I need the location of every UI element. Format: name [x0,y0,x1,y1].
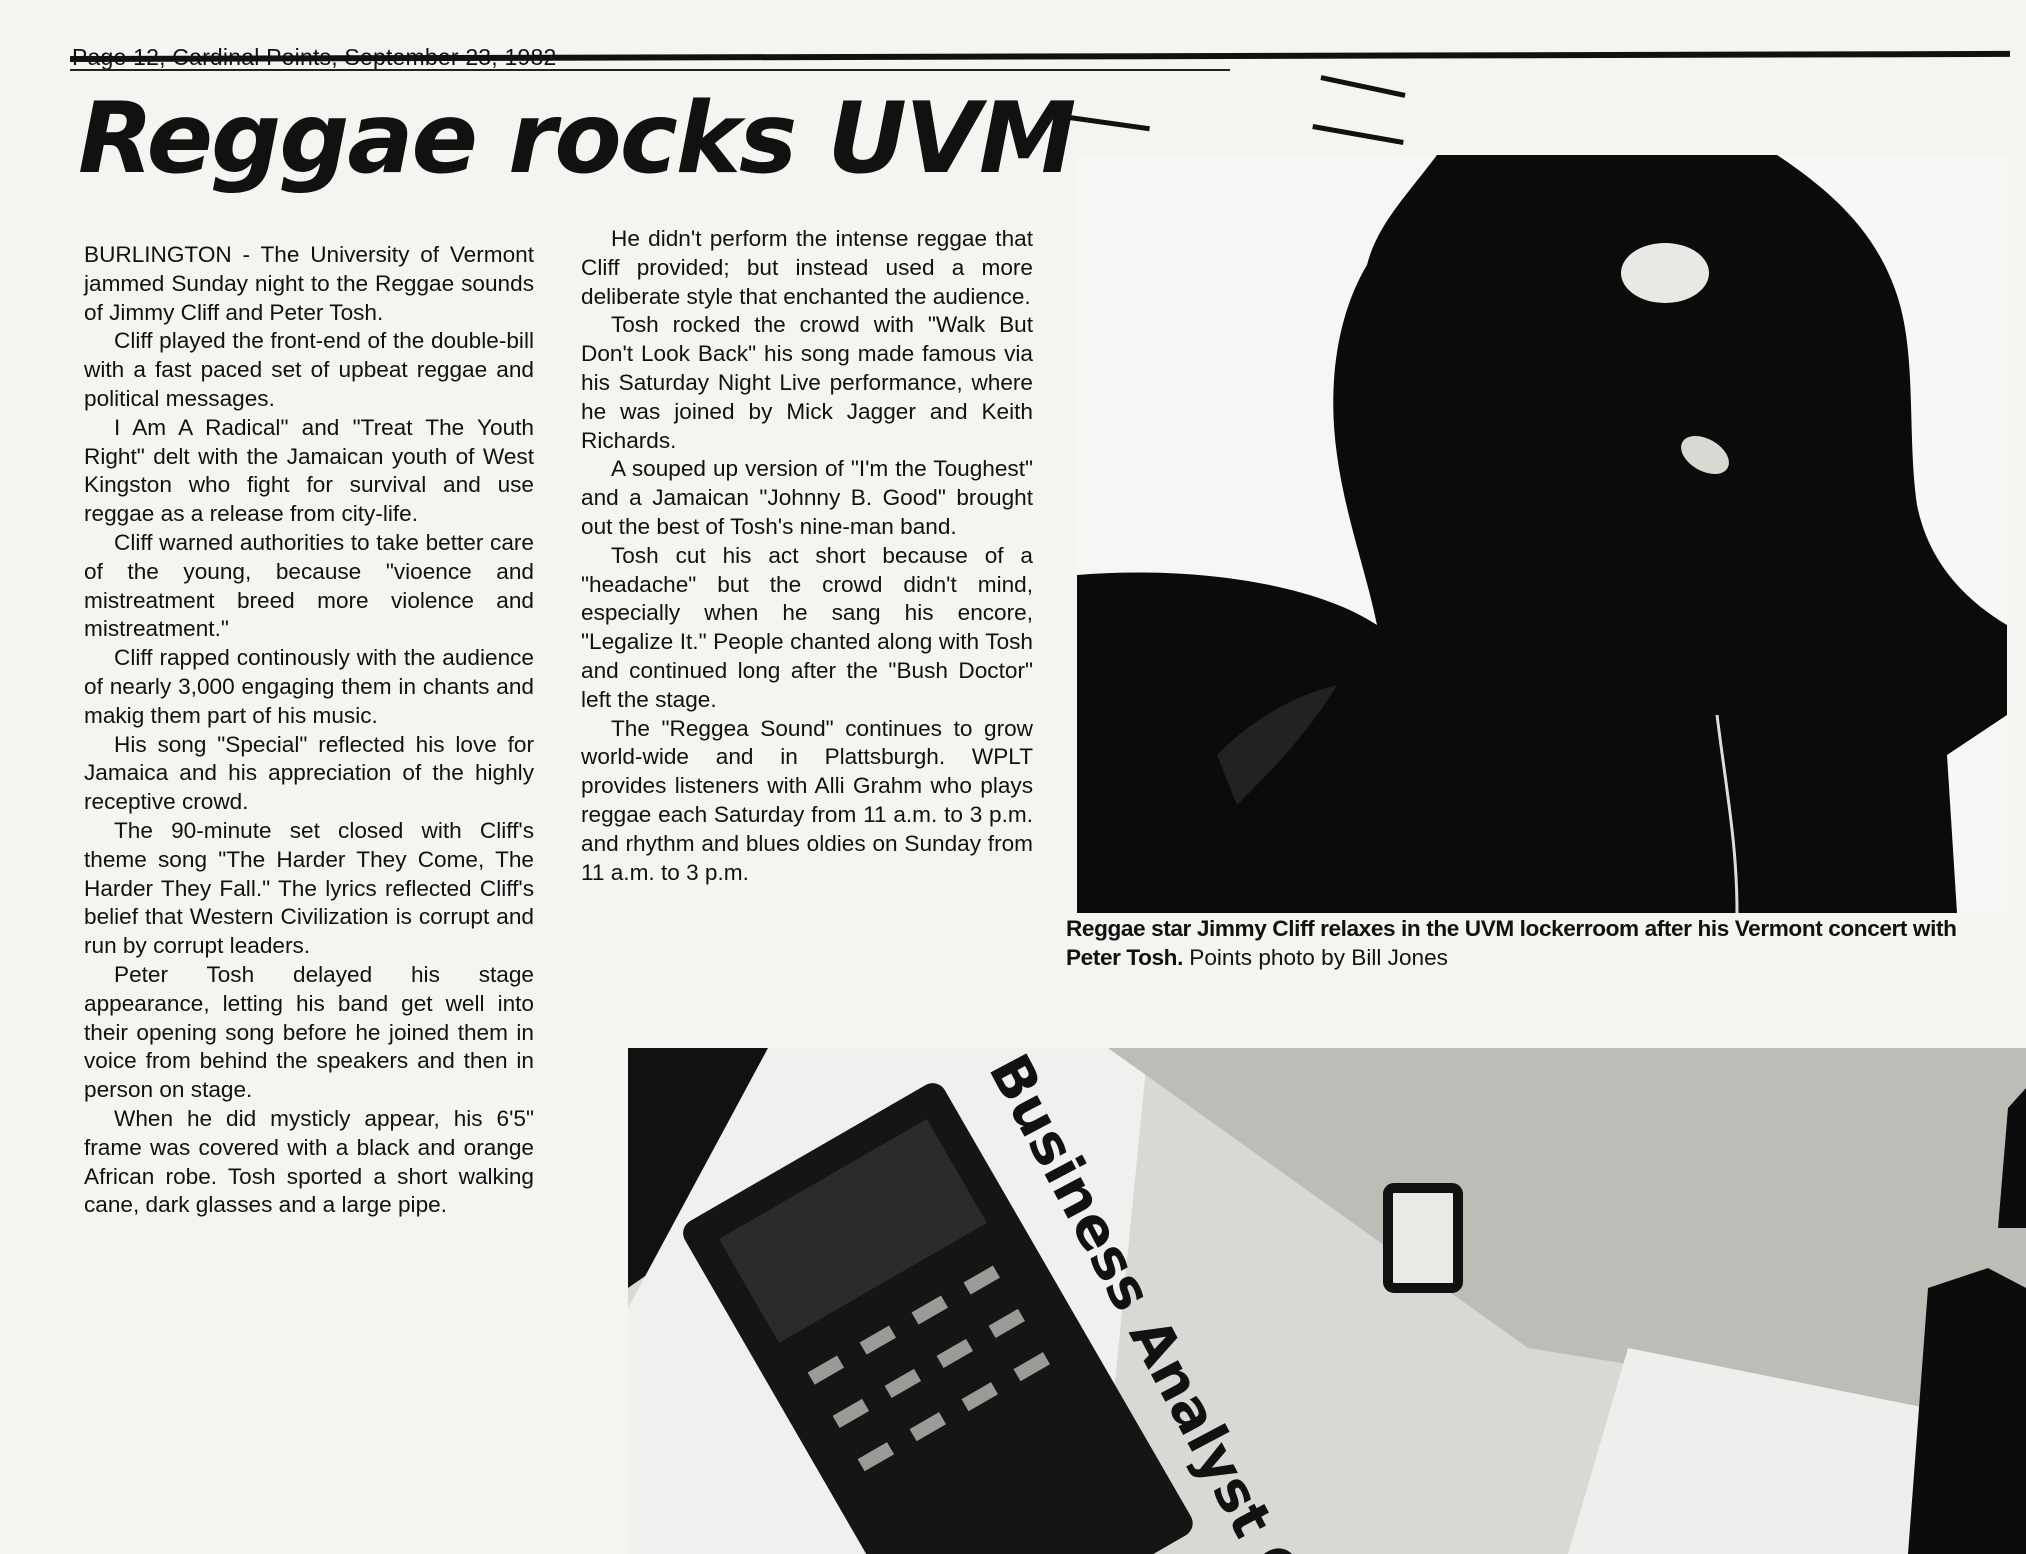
photo-edge-mark [1312,124,1403,145]
jimmy-cliff-photo-art [1077,155,2007,913]
calculator-ad-photo [628,1048,2026,1554]
headline: Reggae rocks UVM [78,82,1075,196]
paragraph: His song "Special" reflected his love for Jamaica and his appreciation of the highly receptive crowd. [84,731,534,815]
photo-edge-mark [1320,75,1405,98]
photo-credit: Points photo by Bill Jones [1189,945,1448,970]
paragraph: I Am A Radical" and "Treat The Youth Right" delt with the Jamaican youth of West Kingston who fight for survival and use reggae as a release from city-life. [84,414,534,527]
article-column-2 [581,225,1033,887]
paragraph: The "Reggea Sound" continues to grow world-wide and in Plattsburgh. WPLT provides listeners with Alli Grahm who plays reggae each Saturday from 11 a.m. to 3 p.m. and rhythm and blues oldies on Sunday from 11 a.m. to 3 p.m. [581,715,1033,885]
paragraph: The 90-minute set closed with Cliff's theme song "The Harder They Come, The Harder They Fall." The lyrics reflected Cliff's belief that Western Civilization is corrupt and run by corrupt leaders. [84,817,534,959]
jimmy-cliff-photo [1077,155,2007,913]
article-column-1 [84,241,534,1220]
paragraph: Tosh rocked the crowd with "Walk But Don't Look Back" his song made famous via his Saturday Night Live performance, where he was joined by Mick Jagger and Keith Richards. [581,312,1033,453]
photo-caption [1066,914,2016,972]
paragraph: Cliff rapped continously with the audience of nearly 3,000 engaging them in chants and makig them part of his music. [84,645,534,728]
calculator-ad-art [628,1048,2026,1554]
header-rule-thin [70,69,1230,71]
paragraph: BURLINGTON - The University of Vermont jammed Sunday night to the Reggae sounds of Jimmy Cliff and Peter Tosh. [84,242,534,325]
paragraph: Cliff played the front-end of the double-bill with a fast paced set of upbeat reggae and political messages. [84,328,534,411]
caption-text: Reggae star Jimmy Cliff relaxes in the UVM lockerroom after his Vermont concert with Peter Tosh. [1066,916,1957,970]
paragraph: Cliff warned authorities to take better care of the young, because "vioence and mistreatment breed more violence and mistreatment." [84,529,534,642]
paragraph: When he did mysticly appear, his 6'5" frame was covered with a black and orange African robe. Tosh sported a short walking cane, dark glasses and a large pipe. [84,1105,534,1218]
paragraph: A souped up version of "I'm the Toughest" and a Jamaican "Johnny B. Good" brought out the best of Tosh's nine-man band. [581,456,1033,539]
paragraph: Peter Tosh delayed his stage appearance, letting his band get well into their opening song before he joined them in voice from behind the speakers and then in person on stage. [84,961,534,1103]
paragraph: He didn't perform the intense reggae that Cliff provided; but instead used a more deliberate style that enchanted the audience. [581,226,1033,309]
paragraph: Tosh cut his act short because of a "headache" but the crowd didn't mind, especially when he sang his encore, "Legalize It." People chanted along with Tosh and continued long after the "Bush Doctor" left the stage. [581,542,1033,712]
